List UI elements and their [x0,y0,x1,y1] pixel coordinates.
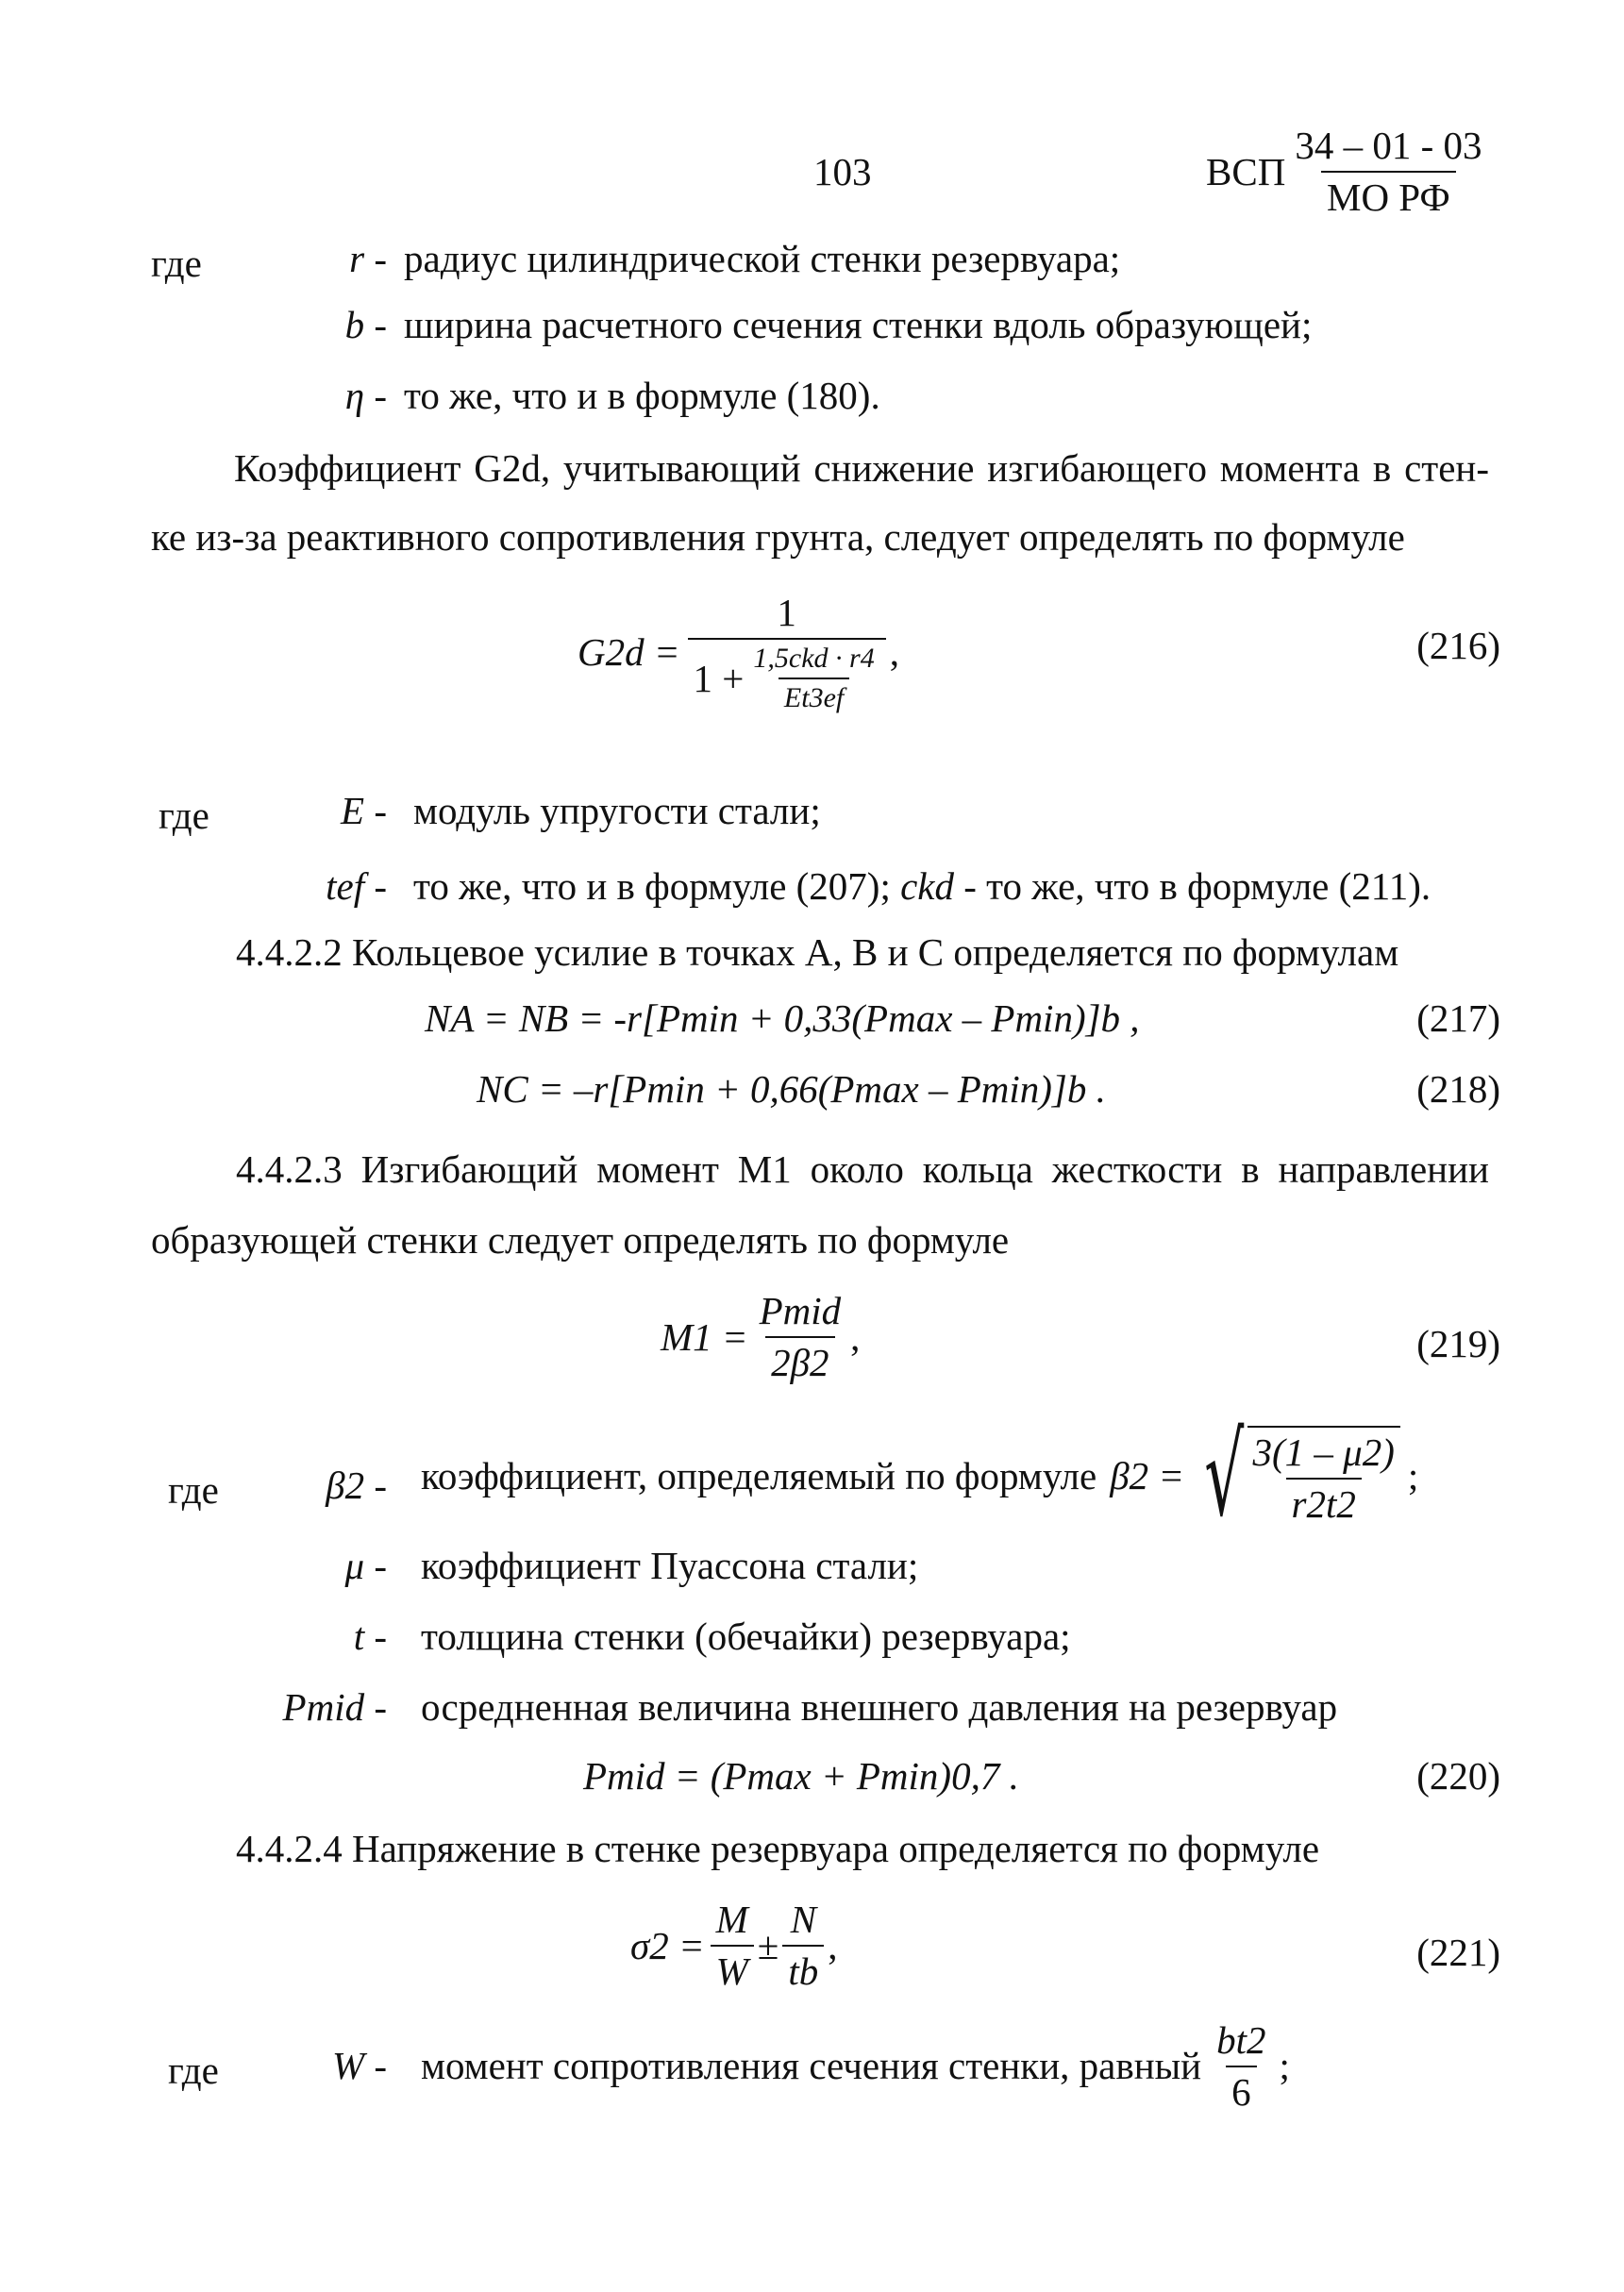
eq216-fraction [688,590,886,715]
section-4423-line1: 4.4.2.3 Изгибающий момент M1 около кольца жесткости в направлении [236,1147,1489,1191]
definition-W [421,2005,1290,2128]
eq219-fraction [754,1288,847,1386]
W-tail: ; [1279,2044,1290,2088]
eq219-lhs: M1 = [661,1314,748,1359]
equation-219 [661,1288,860,1386]
eq216-inner-numerator: 1,5ckd · r4 [753,643,875,675]
symbol-W: W - [331,2044,387,2087]
definition-eta: то же, что и в формуле (180). [404,374,880,417]
eq221-number: (221) [1416,1931,1500,1974]
symbol-tef: tef - [326,864,387,908]
eq216-inner-fraction [747,642,879,715]
document-code [1206,123,1487,221]
eq221-lhs: σ2 = [630,1923,705,1967]
page-number: 103 [813,150,872,193]
definition-ckd: - то же, что в формуле (211). [963,864,1431,908]
paragraph-g2d-line2: ке из-за реактивного сопротивления грунта, следует определять по формуле [151,515,1405,559]
doc-code-top: 34 – 01 - 03 [1295,124,1482,167]
eq216-lhs: G2d = [578,630,680,674]
symbol-pmid: Pmid - [282,1685,387,1729]
section-4423-line2: образующей стенки следует определять по формуле [151,1218,1010,1262]
paragraph-g2d-line1: Коэффициент G2d, учитывающий снижение изгибающего момента в стен- [234,446,1489,490]
beta-numerator: 3(1 – μ2) [1252,1430,1395,1474]
symbol-eta: η - [344,374,387,417]
symbol-ckd: ckd [900,864,955,908]
definition-pmid: осредненная величина внешнего давления на резервуар [421,1685,1338,1729]
sqrt-sign [1188,1411,1400,1542]
definition-E: модуль упругости стали; [413,789,821,832]
section-4424: 4.4.2.4 Напряжение в стенке резервуара определяется по формуле [236,1827,1320,1870]
eq221-tail: , [828,1923,838,1967]
eq221-fraction-2 [782,1897,824,1995]
eq219-numerator: Pmid [759,1289,842,1332]
symbol-t: t - [353,1614,387,1658]
equation-217: NA = NB = -r[Pmin + 0,33(Pmax – Pmin)]b , [425,996,1140,1040]
eq221-f2-numerator: N [790,1898,816,1941]
eq221-fraction-1 [711,1897,754,1995]
where-label-1: где [151,242,202,285]
eq216-denominator [688,638,886,715]
eq221-plus-minus: ± [757,1923,779,1967]
eq221-f2-denominator: tb [782,1945,824,1995]
definition-W-text: момент сопротивления сечения стенки, равный [421,2044,1202,2088]
symbol-b: b - [344,303,387,346]
W-numerator: bt2 [1216,2017,1266,2062]
definition-tef [413,863,1431,910]
where-label-3: где [168,1468,219,1512]
eq216-numerator: 1 [777,591,796,634]
eq216-den-prefix: 1 + [693,656,745,700]
eq216-number: (216) [1416,624,1500,667]
doc-code-bottom: МО РФ [1321,171,1456,221]
equation-218: NC = –r[Pmin + 0,66(Pmax – Pmin)]b . [477,1067,1106,1111]
symbol-beta: β2 - [326,1464,387,1507]
eq216-tail: , [889,630,899,674]
definition-tef-text: то же, что и в формуле (207); [413,864,891,908]
equation-220: Pmid = (Pmax + Pmin)0,7 . [583,1754,1019,1798]
eq219-number: (219) [1416,1322,1500,1365]
equation-221 [630,1897,837,1995]
W-denominator: 6 [1226,2066,1257,2116]
eq220-number: (220) [1416,1754,1500,1798]
symbol-mu: μ - [344,1544,387,1587]
radical-icon: √ [1204,1411,1245,1542]
beta-formula-lhs: β2 = [1110,1454,1185,1498]
definition-b: ширина расчетного сечения стенки вдоль образующей; [404,303,1313,346]
doc-prefix: ВСП [1206,149,1286,193]
W-fraction [1211,2017,1271,2116]
eq217-number: (217) [1416,996,1500,1040]
eq221-f1-denominator: W [711,1945,754,1995]
beta-fraction [1247,1430,1400,1528]
eq219-denominator: 2β2 [765,1336,834,1386]
definition-beta [421,1411,1419,1542]
eq219-tail: , [850,1314,861,1359]
beta-denominator: r2t2 [1286,1478,1362,1528]
symbol-E: E - [341,789,387,832]
where-label-2: где [159,794,209,837]
eq216-inner-denominator: Et3ef [779,678,849,715]
where-label-4: где [168,2049,219,2092]
beta-tail: ; [1407,1454,1419,1498]
eq218-number: (218) [1416,1067,1500,1111]
equation-216 [578,590,899,715]
symbol-r: r - [349,237,387,280]
definition-r: радиус цилиндрической стенки резервуара; [404,237,1121,280]
definition-mu: коэффициент Пуассона стали; [421,1544,919,1587]
definition-beta-text: коэффициент, определяемый по формуле [421,1454,1097,1498]
section-4422: 4.4.2.2 Кольцевое усилие в точках А, В и С определяется по формулам [236,930,1399,974]
eq221-f1-numerator: M [715,1898,748,1941]
doc-code-fraction [1289,123,1487,221]
definition-t: толщина стенки (обечайки) резервуара; [421,1614,1071,1658]
